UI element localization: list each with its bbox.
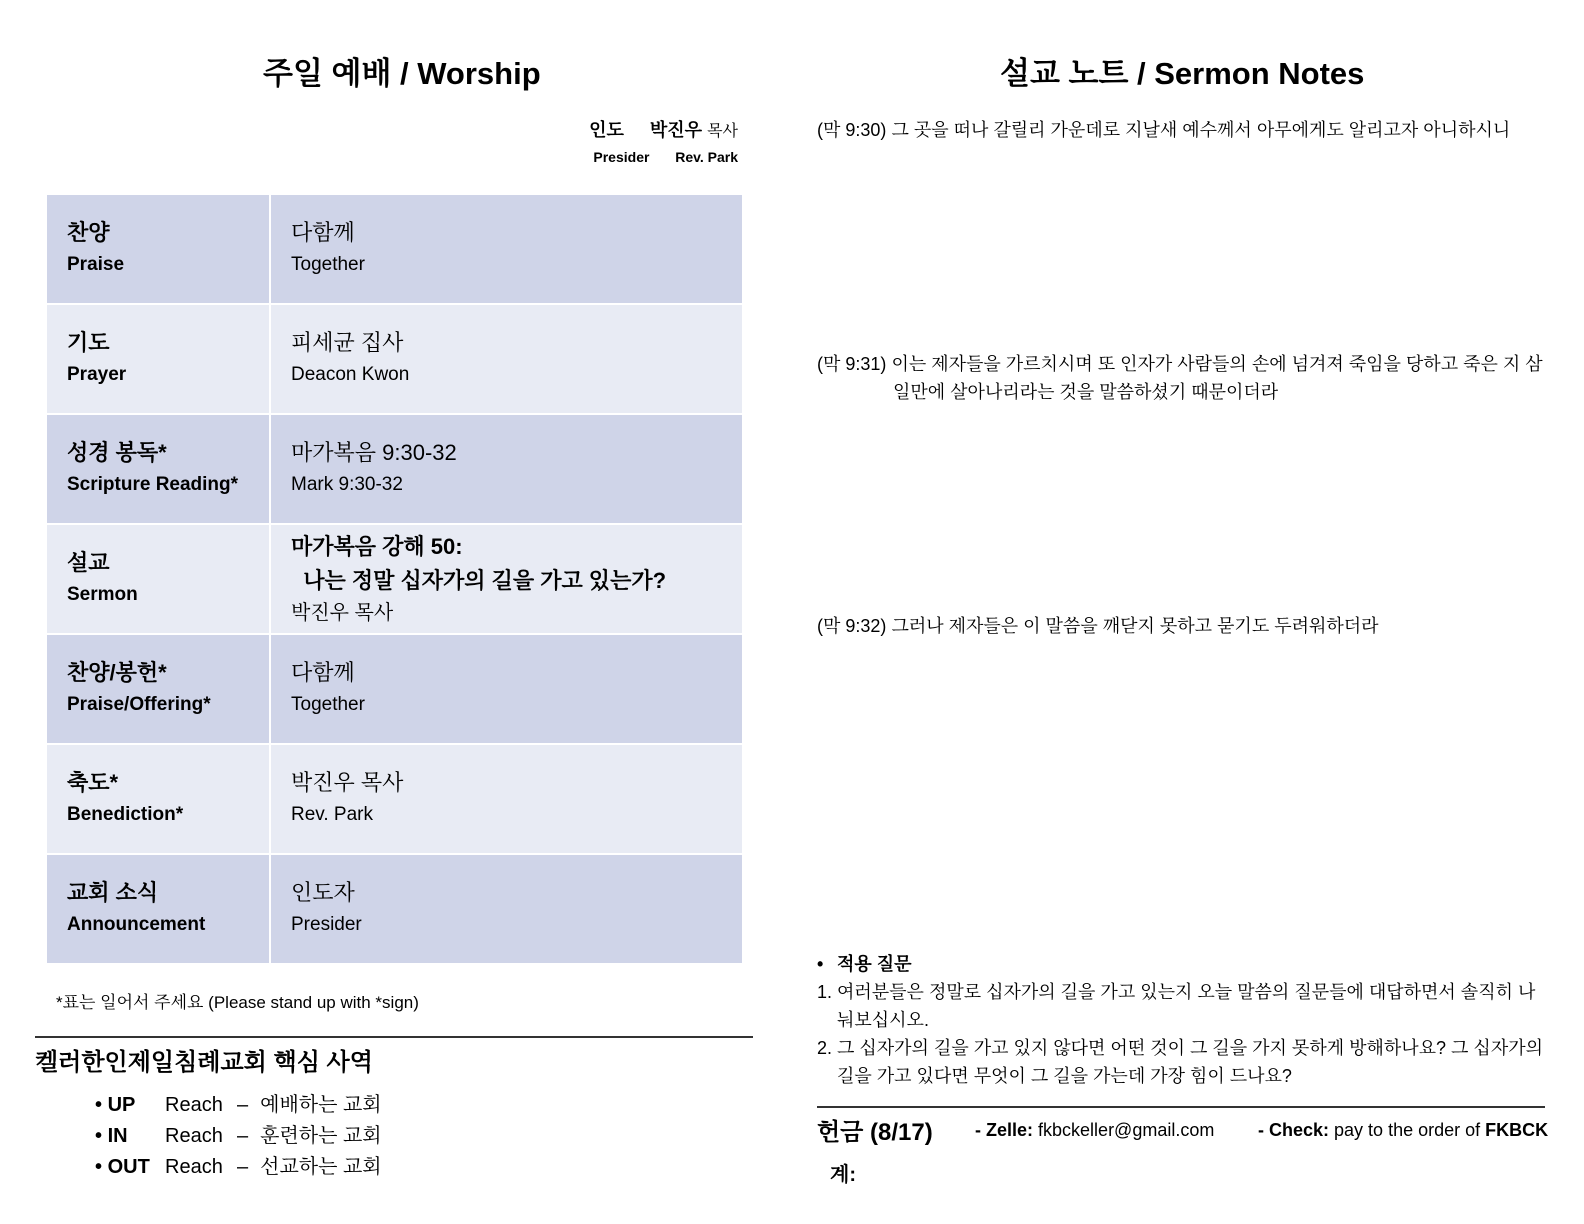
questions-heading: 적용 질문 [837, 954, 912, 974]
verse-text-cont: 일만에 살아나리라는 것을 말씀하셨기 때문이더라 [893, 382, 1279, 402]
order-value-ko: 인도자 [291, 880, 355, 905]
ministry-item: • OUT Reach – 선교하는 교회 [95, 1152, 382, 1183]
order-label-cell [46, 524, 270, 634]
order-value-ko: 박진우 목사 [291, 770, 404, 795]
order-label-ko: 교회 소식 [67, 880, 159, 905]
order-value-cell [270, 744, 743, 854]
order-label-en: Benediction* [67, 804, 184, 825]
ministry-dash: – [237, 1125, 249, 1147]
offering-check [1258, 1120, 1548, 1141]
ministry-reach: Reach [165, 1156, 223, 1178]
ministry-list [95, 1090, 382, 1183]
question-text: 여러분들은 정말로 십자가의 길을 가고 있는지 오늘 말씀의 질문들에 대답하면서 솔직히 나 [837, 982, 1536, 1002]
offering-total-label: 계: [830, 1164, 856, 1186]
order-label-cell [46, 414, 270, 524]
order-row-sermon [46, 524, 743, 634]
offering-title: 헌금 (8/17) [817, 1119, 933, 1146]
ministry-tag: OUT [107, 1156, 150, 1178]
left-divider [35, 1036, 753, 1038]
ministry-tag: IN [107, 1125, 128, 1147]
verse-text: 이는 제자들을 가르치시며 또 인자가 사람들의 손에 넘겨져 죽임을 당하고 죽은 지 삼 [891, 354, 1543, 374]
verse-ref: (막 9:32) [817, 616, 887, 636]
ministry-item: • UP Reach – 예배하는 교회 [95, 1090, 382, 1121]
offering-zelle [975, 1120, 1214, 1141]
presider-ko-name: 박진우 [649, 120, 703, 140]
verse-9-32 [817, 612, 1557, 640]
question-text-cont: 길을 가고 있다면 무엇이 그 길을 가는데 가장 힘이 드나요? [837, 1066, 1292, 1086]
presider-en-name: Rev. Park [675, 149, 738, 165]
presider-ko-title: 목사 [707, 123, 738, 140]
order-label-ko: 기도 [67, 330, 110, 355]
ministry-text: 훈련하는 교회 [260, 1125, 382, 1147]
ministry-item: • IN Reach – 훈련하는 교회 [95, 1121, 382, 1152]
verse-ref: (막 9:30) [817, 120, 887, 140]
ministry-reach: Reach [165, 1094, 223, 1116]
worship-title: 주일 예배 / Worship [263, 56, 541, 91]
check-label: - Check: [1258, 1120, 1330, 1140]
presider-ko-label: 인도 [589, 120, 624, 140]
verse-text: 그러나 제자들은 이 말씀을 깨닫지 못하고 묻기도 두려워하더라 [891, 616, 1379, 636]
ministry-reach: Reach [165, 1125, 223, 1147]
question-item [817, 1034, 1547, 1062]
order-label-ko: 설교 [67, 550, 110, 575]
ministry-dash: – [237, 1094, 249, 1116]
order-label-ko: 찬양 [67, 220, 110, 245]
order-label-cell [46, 744, 270, 854]
order-label-ko: 축도* [67, 770, 119, 795]
order-value-en: Deacon Kwon [291, 364, 410, 385]
order-value-ko: 피세균 집사 [291, 330, 404, 355]
check-value: pay to the order of [1334, 1120, 1481, 1140]
presider-block [560, 116, 738, 168]
order-value-en: Together [291, 694, 365, 715]
verse-9-31 [817, 350, 1557, 406]
check-payee: FKBCK [1485, 1120, 1549, 1140]
ministry-tag: UP [107, 1094, 136, 1116]
order-label-en: Announcement [67, 914, 206, 935]
presider-en-label: Presider [593, 149, 650, 165]
order-value-cell [270, 524, 743, 634]
order-label-cell [46, 634, 270, 744]
order-value-en: Presider [291, 914, 362, 935]
application-questions [817, 950, 1547, 1090]
order-value-ko: 마가복음 9:30-32 [291, 440, 457, 465]
question-number: 1. [817, 982, 833, 1002]
verse-9-30 [817, 116, 1557, 144]
verse-text: 그 곳을 떠나 갈릴리 가운데로 지날새 예수께서 아무에게도 알리고자 아니하시니 [891, 120, 1511, 140]
order-label-cell [46, 194, 270, 304]
order-value-ko: 다함께 [291, 660, 355, 685]
order-value-cell [270, 304, 743, 414]
sermon-title-line1: 마가복음 강해 50: [291, 534, 463, 559]
order-label-ko: 성경 봉독* [67, 440, 167, 465]
order-value-en: Rev. Park [291, 804, 374, 825]
stand-note: *표는 일어서 주세요 (Please stand up with *sign) [56, 993, 419, 1012]
order-label-en: Praise/Offering* [67, 694, 211, 715]
order-label-cell [46, 854, 270, 964]
order-row-praise [46, 194, 743, 304]
ministry-text: 선교하는 교회 [260, 1156, 382, 1178]
questions-heading-row: • 적용 질문 [817, 954, 912, 974]
order-value-en: Mark 9:30-32 [291, 474, 403, 495]
order-label-en: Praise [67, 254, 125, 275]
order-value-cell [270, 414, 743, 524]
order-label-en: Sermon [67, 584, 138, 605]
order-row-benediction [46, 744, 743, 854]
question-item [817, 978, 1547, 1006]
order-value-cell [270, 194, 743, 304]
zelle-value: fkbckeller@gmail.com [1038, 1120, 1215, 1140]
order-value-ko: 다함께 [291, 220, 355, 245]
sermon-title-line2: 나는 정말 십자가의 길을 가고 있는가? [291, 568, 667, 593]
verse-ref: (막 9:31) [817, 354, 887, 374]
order-row-offering [46, 634, 743, 744]
question-number: 2. [817, 1038, 833, 1058]
question-text: 그 십자가의 길을 가고 있지 않다면 어떤 것이 그 길을 가지 못하게 방해하나요? 그 십자가의 [837, 1038, 1543, 1058]
order-row-prayer [46, 304, 743, 414]
order-label-cell [46, 304, 270, 414]
order-of-worship-table [45, 193, 744, 965]
order-row-announcement [46, 854, 743, 964]
order-row-scripture [46, 414, 743, 524]
order-value-cell [270, 854, 743, 964]
zelle-label: - Zelle: [975, 1120, 1034, 1140]
order-label-en: Prayer [67, 364, 127, 385]
ministry-title: 켈러한인제일침례교회 핵심 사역 [35, 1049, 373, 1076]
ministry-dash: – [237, 1156, 249, 1178]
order-value-cell [270, 634, 743, 744]
question-text-cont: 눠보십시오. [837, 1010, 929, 1030]
sermon-preacher: 박진우 목사 [291, 602, 394, 624]
right-divider [817, 1106, 1545, 1108]
order-label-ko: 찬양/봉헌* [67, 660, 167, 685]
sermon-notes-title: 설교 노트 / Sermon Notes [1000, 56, 1365, 91]
ministry-text: 예배하는 교회 [260, 1094, 382, 1116]
order-label-en: Scripture Reading* [67, 474, 239, 495]
order-value-en: Together [291, 254, 365, 275]
